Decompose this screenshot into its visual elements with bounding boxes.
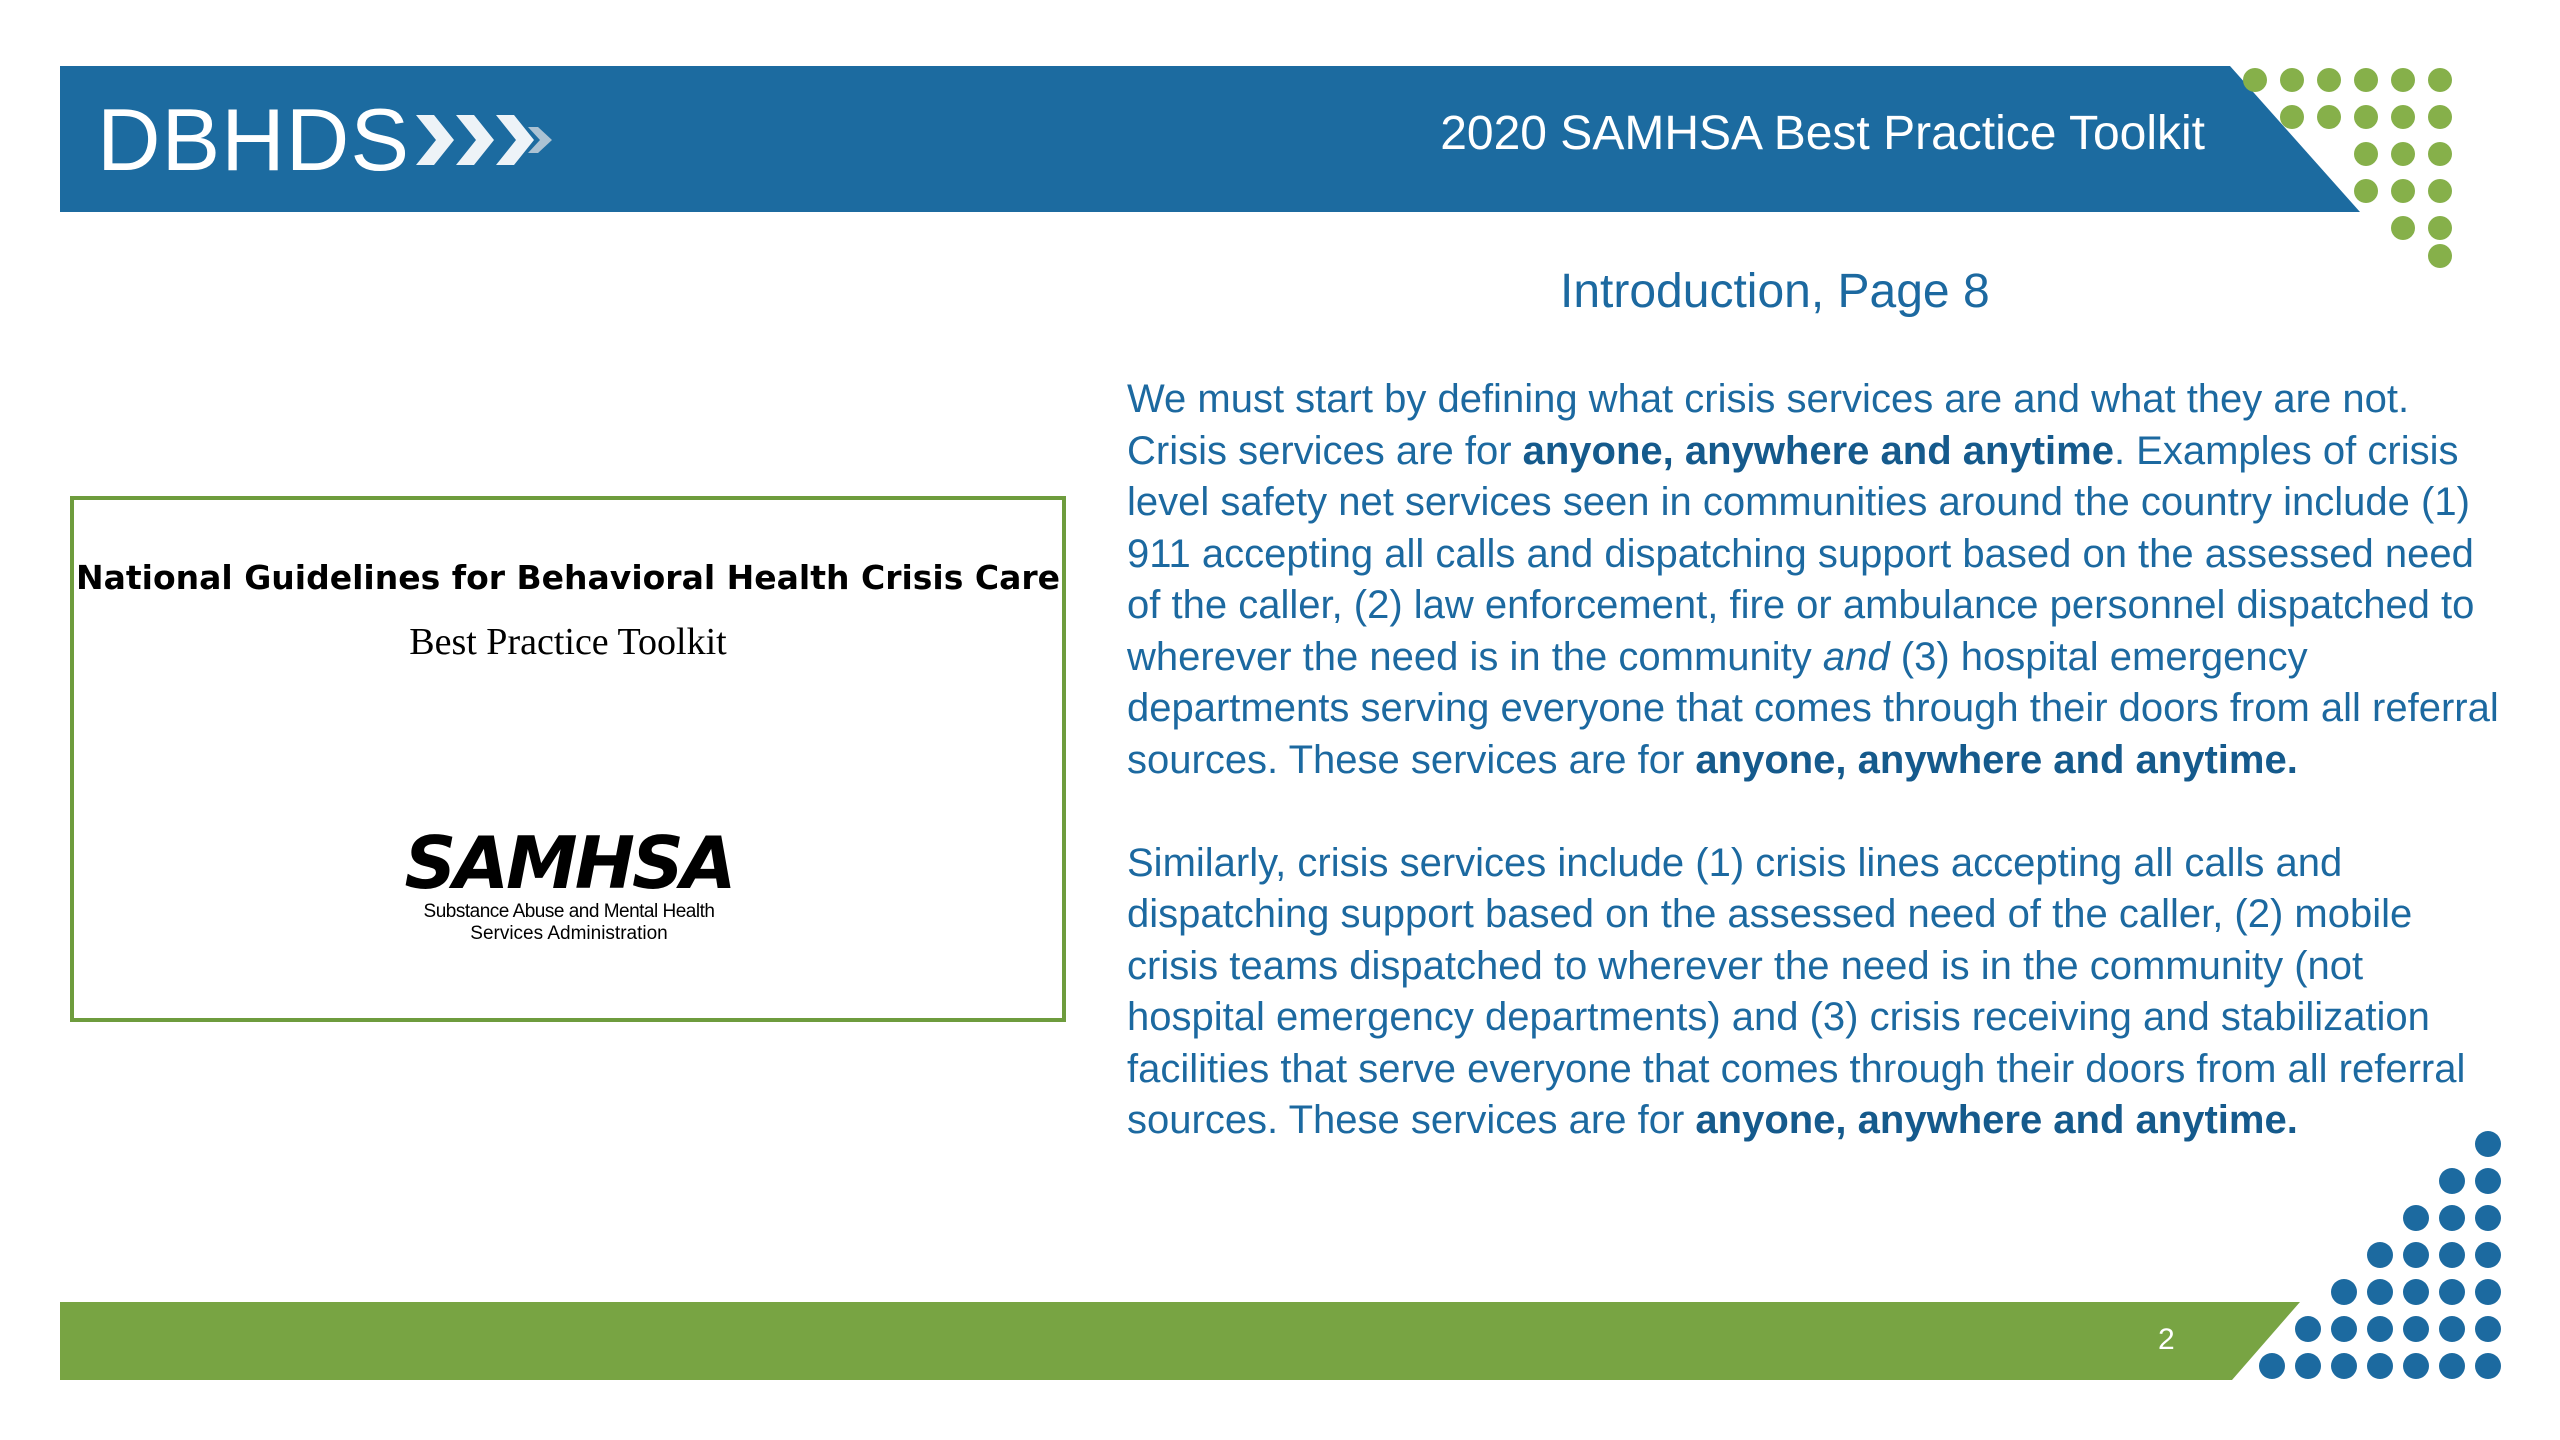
samhsa-logo [404,821,734,945]
green-dots-decoration [2240,56,2520,286]
body-text [1127,374,2507,1147]
figure-subtitle: Best Practice Toolkit [409,621,727,663]
dbhds-logo [97,92,566,188]
page-reference: Introduction, Page 8 [1560,265,1990,318]
logo-text: DBHDS [97,90,411,189]
paragraph-1: We must start by defining what crisis services are and what they are not. Crisis services are for anyone, anywhere and anytime. Examples of crisis level safety net services seen in communities around the country include (1) 911 accepting all calls and dispatching support based on the assessed need of the caller, (2) law enforcement, fire or ambulance personnel dispatched to wherever the need is in the community and (3) hospital emergency departments serving everyone that comes through their doors from all referral sources. These services are for anyone, anywhere and anytime. [1127,377,2499,782]
paragraph-2: Similarly, crisis services include (1) crisis lines accepting all calls and dispatching support based on the assessed need of the caller, (2) mobile crisis teams dispatched to wherever the need is in the community (not hospital emergency departments) and (3) crisis receiving and stabilization facilities that serve everyone that comes through their doors from all referral sources. These services are for anyone, anywhere and anytime. [1127,840,2466,1142]
samhsa-tagline-line2: Services Administration [470,923,668,944]
header-title: 2020 SAMHSA Best Practice Toolkit [1440,107,2205,160]
samhsa-tagline-line1: Substance Abuse and Mental Health [423,901,715,922]
samhsa-wordmark: SAMHSA [404,821,734,905]
chevron-arrows-icon [416,105,566,175]
toolkit-cover-image [70,496,1066,1022]
footer-band [60,1302,2300,1380]
blue-dots-decoration [2230,1110,2520,1390]
page-number: 2 [2158,1323,2175,1356]
figure-title: National Guidelines for Behavioral Health Crisis Care [75,558,1061,597]
